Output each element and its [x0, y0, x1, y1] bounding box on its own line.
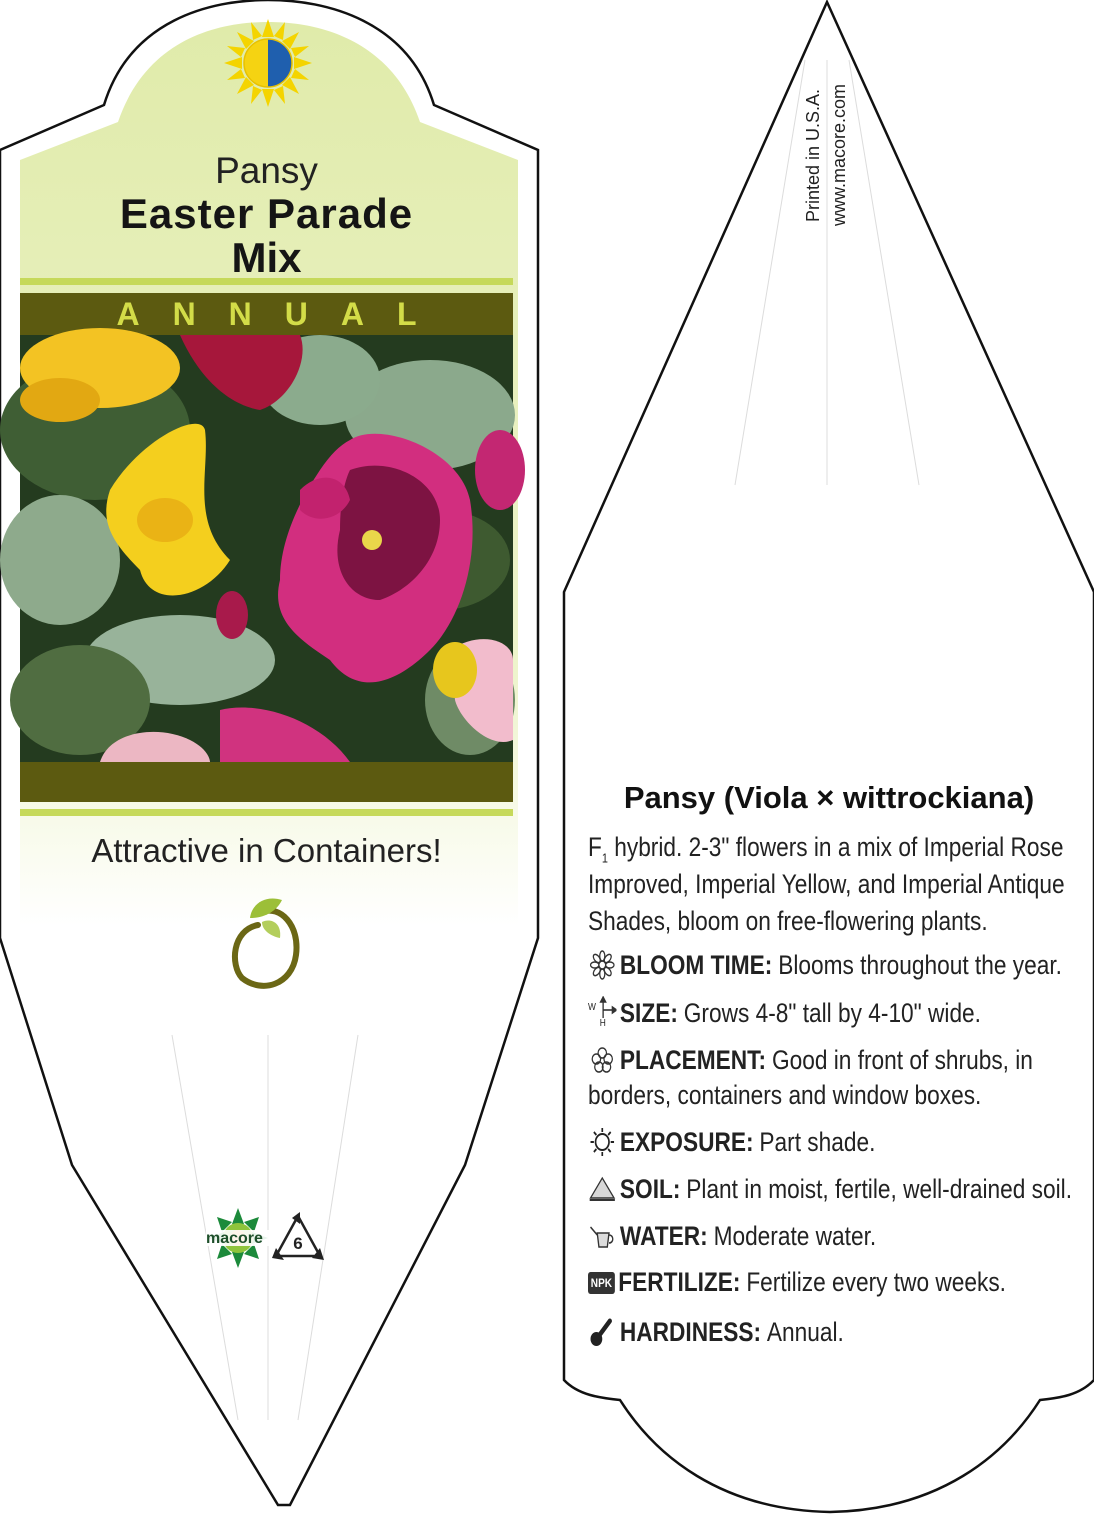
watering-can-icon — [588, 1219, 617, 1253]
sun-outline-icon — [588, 1125, 617, 1159]
description-line: Shades, bloom on free-flowering plants. — [588, 906, 988, 936]
attr-placement-continued: borders, containers and window boxes. — [588, 1080, 982, 1110]
plant-title: Pansy (Viola × wittrockiana) — [623, 780, 1035, 815]
size-arrows-icon: W H — [588, 996, 617, 1030]
attr-soil: SOIL: Plant in moist, fertile, well-drained soil. — [588, 1172, 1072, 1206]
attr-water: WATER: Moderate water. — [588, 1219, 876, 1253]
common-name: Pansy — [215, 150, 318, 191]
variety-name: Easter Parade — [119, 190, 414, 237]
description-line: Improved, Imperial Yellow, and Imperial Antique — [588, 869, 1065, 899]
description-line: $F_1$ hybrid. 2-3" flowers in a mix of Imperial Rose — [588, 832, 1064, 866]
flower-icon — [588, 948, 617, 982]
variety-name-line2: Mix — [231, 234, 302, 281]
soil-mound-icon — [588, 1172, 617, 1206]
macore-logo-text: macore — [206, 1230, 263, 1247]
npk-icon: NPK — [588, 1272, 615, 1294]
attr-hardiness: HARDINESS: Annual. — [588, 1315, 844, 1349]
print-note: Printed in U.S.A. — [803, 88, 823, 222]
website-note: www.macore.com — [829, 83, 849, 226]
attr-placement: PLACEMENT: Good in front of shrubs, in — [588, 1043, 1033, 1077]
shrub-icon — [588, 1043, 617, 1077]
category-label: ANNUAL — [116, 296, 450, 332]
tagline: Attractive in Containers! — [91, 832, 442, 869]
attr-size: W H SIZE: Grows 4-8" tall by 4-10" wide. — [588, 997, 981, 1029]
thermometer-icon — [588, 1315, 617, 1349]
attr-fertilize: NPK FERTILIZE: Fertilize every two weeks. — [588, 1267, 1006, 1298]
recycle-code: 6 — [293, 1234, 303, 1253]
attr-bloom-time: BLOOM TIME: Blooms throughout the year. — [588, 948, 1062, 982]
attr-exposure: EXPOSURE: Part shade. — [588, 1125, 875, 1159]
